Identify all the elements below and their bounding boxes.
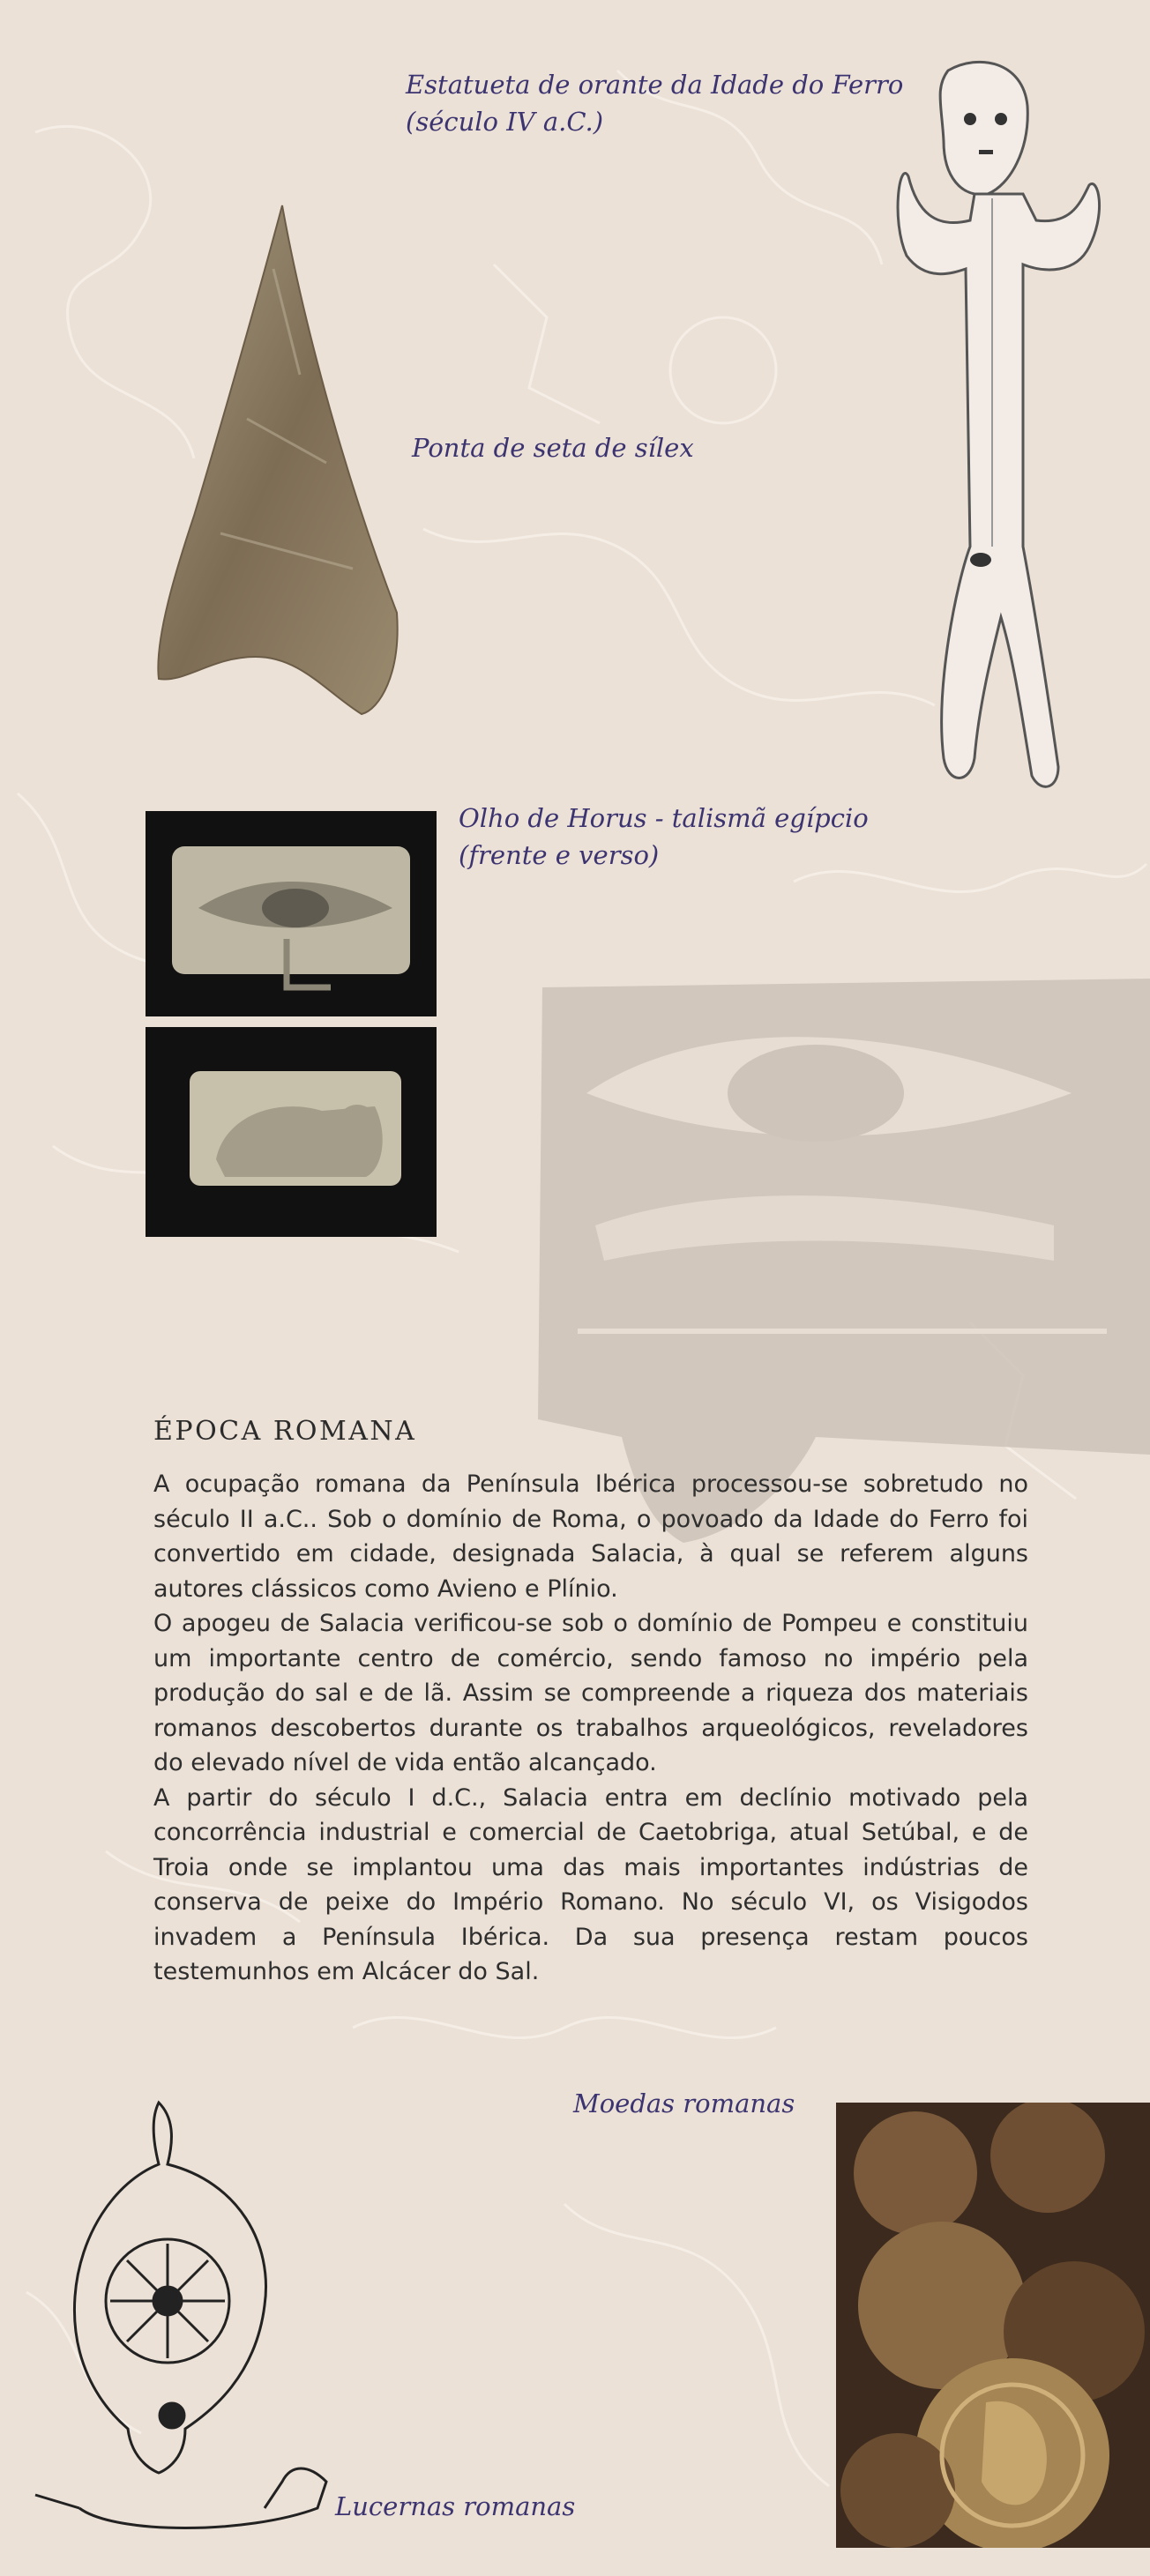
statuette-caption bbox=[406, 66, 903, 140]
horus-caption-line: Olho de Horus - talismã egípcio bbox=[459, 803, 869, 833]
statuette-caption-date: (século IV a.C.) bbox=[406, 107, 604, 137]
arrowhead-caption: Ponta de seta de sílex bbox=[412, 433, 694, 463]
horus-caption bbox=[459, 800, 869, 874]
section-title: ÉPOCA ROMANA bbox=[153, 1416, 417, 1447]
arrowhead-illustration bbox=[150, 198, 414, 727]
section-paragraph: A partir do século I d.C., Salacia entra em declínio motivado pela concorrência industrial e comercial de Caetobriga, atual Setúbal, e de Troia onde se implantou uma das mais importantes indústrias de conserva de peixe do Império Romano. No século VI, os Visigodos invadem a Península Ibérica. Da sua presença restam poucos testemunhos em Alcácer do Sal. bbox=[153, 1783, 1028, 1985]
horus-talisman-back-photo bbox=[146, 1027, 437, 1237]
coins-caption: Moedas romanas bbox=[573, 2088, 795, 2118]
section-body bbox=[153, 1467, 1028, 1990]
section-paragraph: O apogeu de Salacia verificou-se sob o domínio de Pompeu e constituiu um importante centro de comércio, sendo famoso no império pela produção do sal e de lã. Assim se compreende a riqueza dos materiais romanos descobertos durante os trabalhos arqueológicos, reveladores do elevado nível de vida então alcançado. bbox=[153, 1610, 1028, 1776]
horus-caption-subtitle: (frente e verso) bbox=[459, 840, 660, 870]
horus-talisman-front-photo bbox=[146, 811, 437, 1016]
section-paragraph: A ocupação romana da Península Ibérica processou-se sobretudo no século II a.C.. Sob o domínio de Roma, o povoado da Idade do Ferro foi convertido em cidade, designada Salacia, à qual se referem alguns autores clássicos como Avieno e Plínio. bbox=[153, 1470, 1028, 1603]
lamps-caption: Lucernas romanas bbox=[335, 2491, 576, 2521]
statuette-caption-line: Estatueta de orante da Idade do Ferro bbox=[406, 70, 904, 100]
statuette-illustration bbox=[882, 53, 1120, 811]
roman-oil-lamp-illustration bbox=[26, 2094, 344, 2552]
roman-coins-photo bbox=[836, 2103, 1150, 2548]
